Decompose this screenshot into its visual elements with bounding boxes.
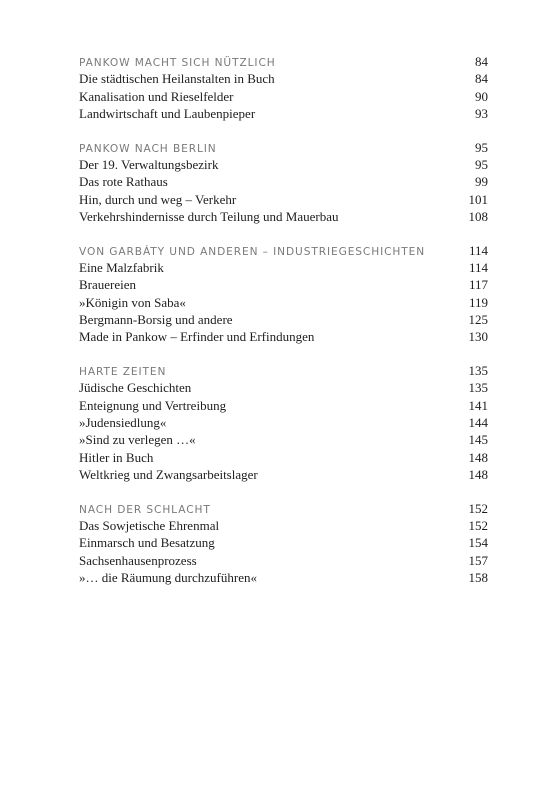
toc-entry [79,311,488,328]
section-heading-page: 95 [475,139,488,155]
toc-entry [79,173,488,190]
toc-entry-page: 130 [468,329,488,345]
toc-entry [79,552,488,569]
toc-entry-page: 158 [468,570,488,586]
section-heading [79,500,488,517]
toc-entry-title: Kanalisation und Rieselfelder [79,88,234,104]
toc-entry-page: 99 [475,174,488,190]
toc-entry-page: 117 [468,277,488,293]
toc-entry-page: 141 [468,397,488,413]
toc-entry-page: 90 [475,88,488,104]
toc-entry [79,208,488,225]
toc-entry [79,414,488,431]
toc-entry-title: Eine Malzfabrik [79,259,164,275]
section-heading-title: PANKOW NACH BERLIN [79,142,217,155]
toc-entry-title: Das rote Rathaus [79,174,168,190]
section-heading [79,53,488,70]
toc-entry [79,191,488,208]
section-heading-title: PANKOW MACHT SICH NÜTZLICH [79,57,276,69]
toc-entry [79,105,488,122]
table-of-contents [79,53,488,603]
section-heading [79,139,488,156]
toc-entry-page: 154 [468,535,488,551]
toc-entry-page: 95 [475,156,488,172]
toc-entry [79,569,488,586]
toc-entry [79,466,488,483]
toc-entry-title: Das Sowjetische Ehrenmal [79,517,220,533]
toc-entry-page: 108 [468,209,488,225]
toc-entry-title: Bergmann-Borsig und andere [79,312,233,328]
toc-entry-title: Enteignung und Vertreibung [79,397,227,413]
toc-entry-page: 145 [468,432,488,448]
toc-entry-title: »Sind zu verlegen …« [79,432,196,448]
toc-entry [79,449,488,466]
toc-entry-page: 157 [468,552,488,568]
toc-entry-page: 148 [468,467,488,483]
toc-section [79,362,488,484]
toc-section [79,500,488,587]
toc-entry-title: Brauereien [79,277,137,293]
toc-entry-title: Made in Pankow – Erfinder und Erfindungen [79,329,315,345]
toc-entry-page: 144 [468,415,488,431]
toc-entry-page: 84 [475,71,488,87]
toc-entry [79,276,488,293]
toc-entry [79,88,488,105]
toc-entry-title: »… die Räumung durchzuführen« [79,570,257,586]
section-heading-title: NACH DER SCHLACHT [79,503,211,516]
toc-entry-page: 114 [468,259,488,275]
toc-entry [79,259,488,276]
section-heading-title: HARTE ZEITEN [79,365,167,378]
toc-entry [79,517,488,534]
toc-entry-page: 148 [468,449,488,465]
toc-section [79,53,488,123]
toc-entry [79,397,488,414]
toc-entry-title: Der 19. Verwaltungsbezirk [79,156,219,172]
toc-entry [79,70,488,87]
section-heading-page: 152 [468,500,488,516]
section-heading-title: VON GARBÁTY UND ANDEREN – INDUSTRIEGESCHICHTEN [79,245,426,258]
toc-entry [79,294,488,311]
toc-section [79,139,488,226]
toc-entry-page: 125 [468,312,488,328]
section-heading-page: 135 [468,362,488,378]
toc-entry-title: Die städtischen Heilanstalten in Buch [79,71,275,87]
toc-entry-page: 119 [468,294,488,310]
section-heading [79,362,488,379]
toc-entry-page: 101 [468,191,488,207]
toc-entry-title: Hitler in Buch [79,449,154,465]
toc-entry [79,379,488,396]
toc-entry-title: Weltkrieg und Zwangsarbeitslager [79,467,258,483]
toc-entry [79,431,488,448]
toc-entry-title: Einmarsch und Besatzung [79,535,215,551]
toc-entry [79,156,488,173]
toc-entry [79,534,488,551]
toc-section [79,242,488,346]
section-heading-page: 114 [468,242,488,258]
section-heading [79,242,488,259]
toc-entry-title: Sachsenhausenprozess [79,552,197,568]
toc-entry-title: Hin, durch und weg – Verkehr [79,191,237,207]
toc-entry [79,328,488,345]
toc-entry-page: 152 [468,517,488,533]
toc-entry-page: 135 [468,380,488,396]
section-heading-page: 84 [475,54,488,69]
toc-entry-title: Landwirtschaft und Laubenpieper [79,106,256,122]
toc-entry-page: 93 [475,106,488,122]
toc-entry-title: »Judensiedlung« [79,415,167,431]
toc-entry-title: Jüdische Geschichten [79,380,192,396]
toc-entry-title: Verkehrshindernisse durch Teilung und Mauerbau [79,209,339,225]
toc-entry-title: »Königin von Saba« [79,294,186,310]
